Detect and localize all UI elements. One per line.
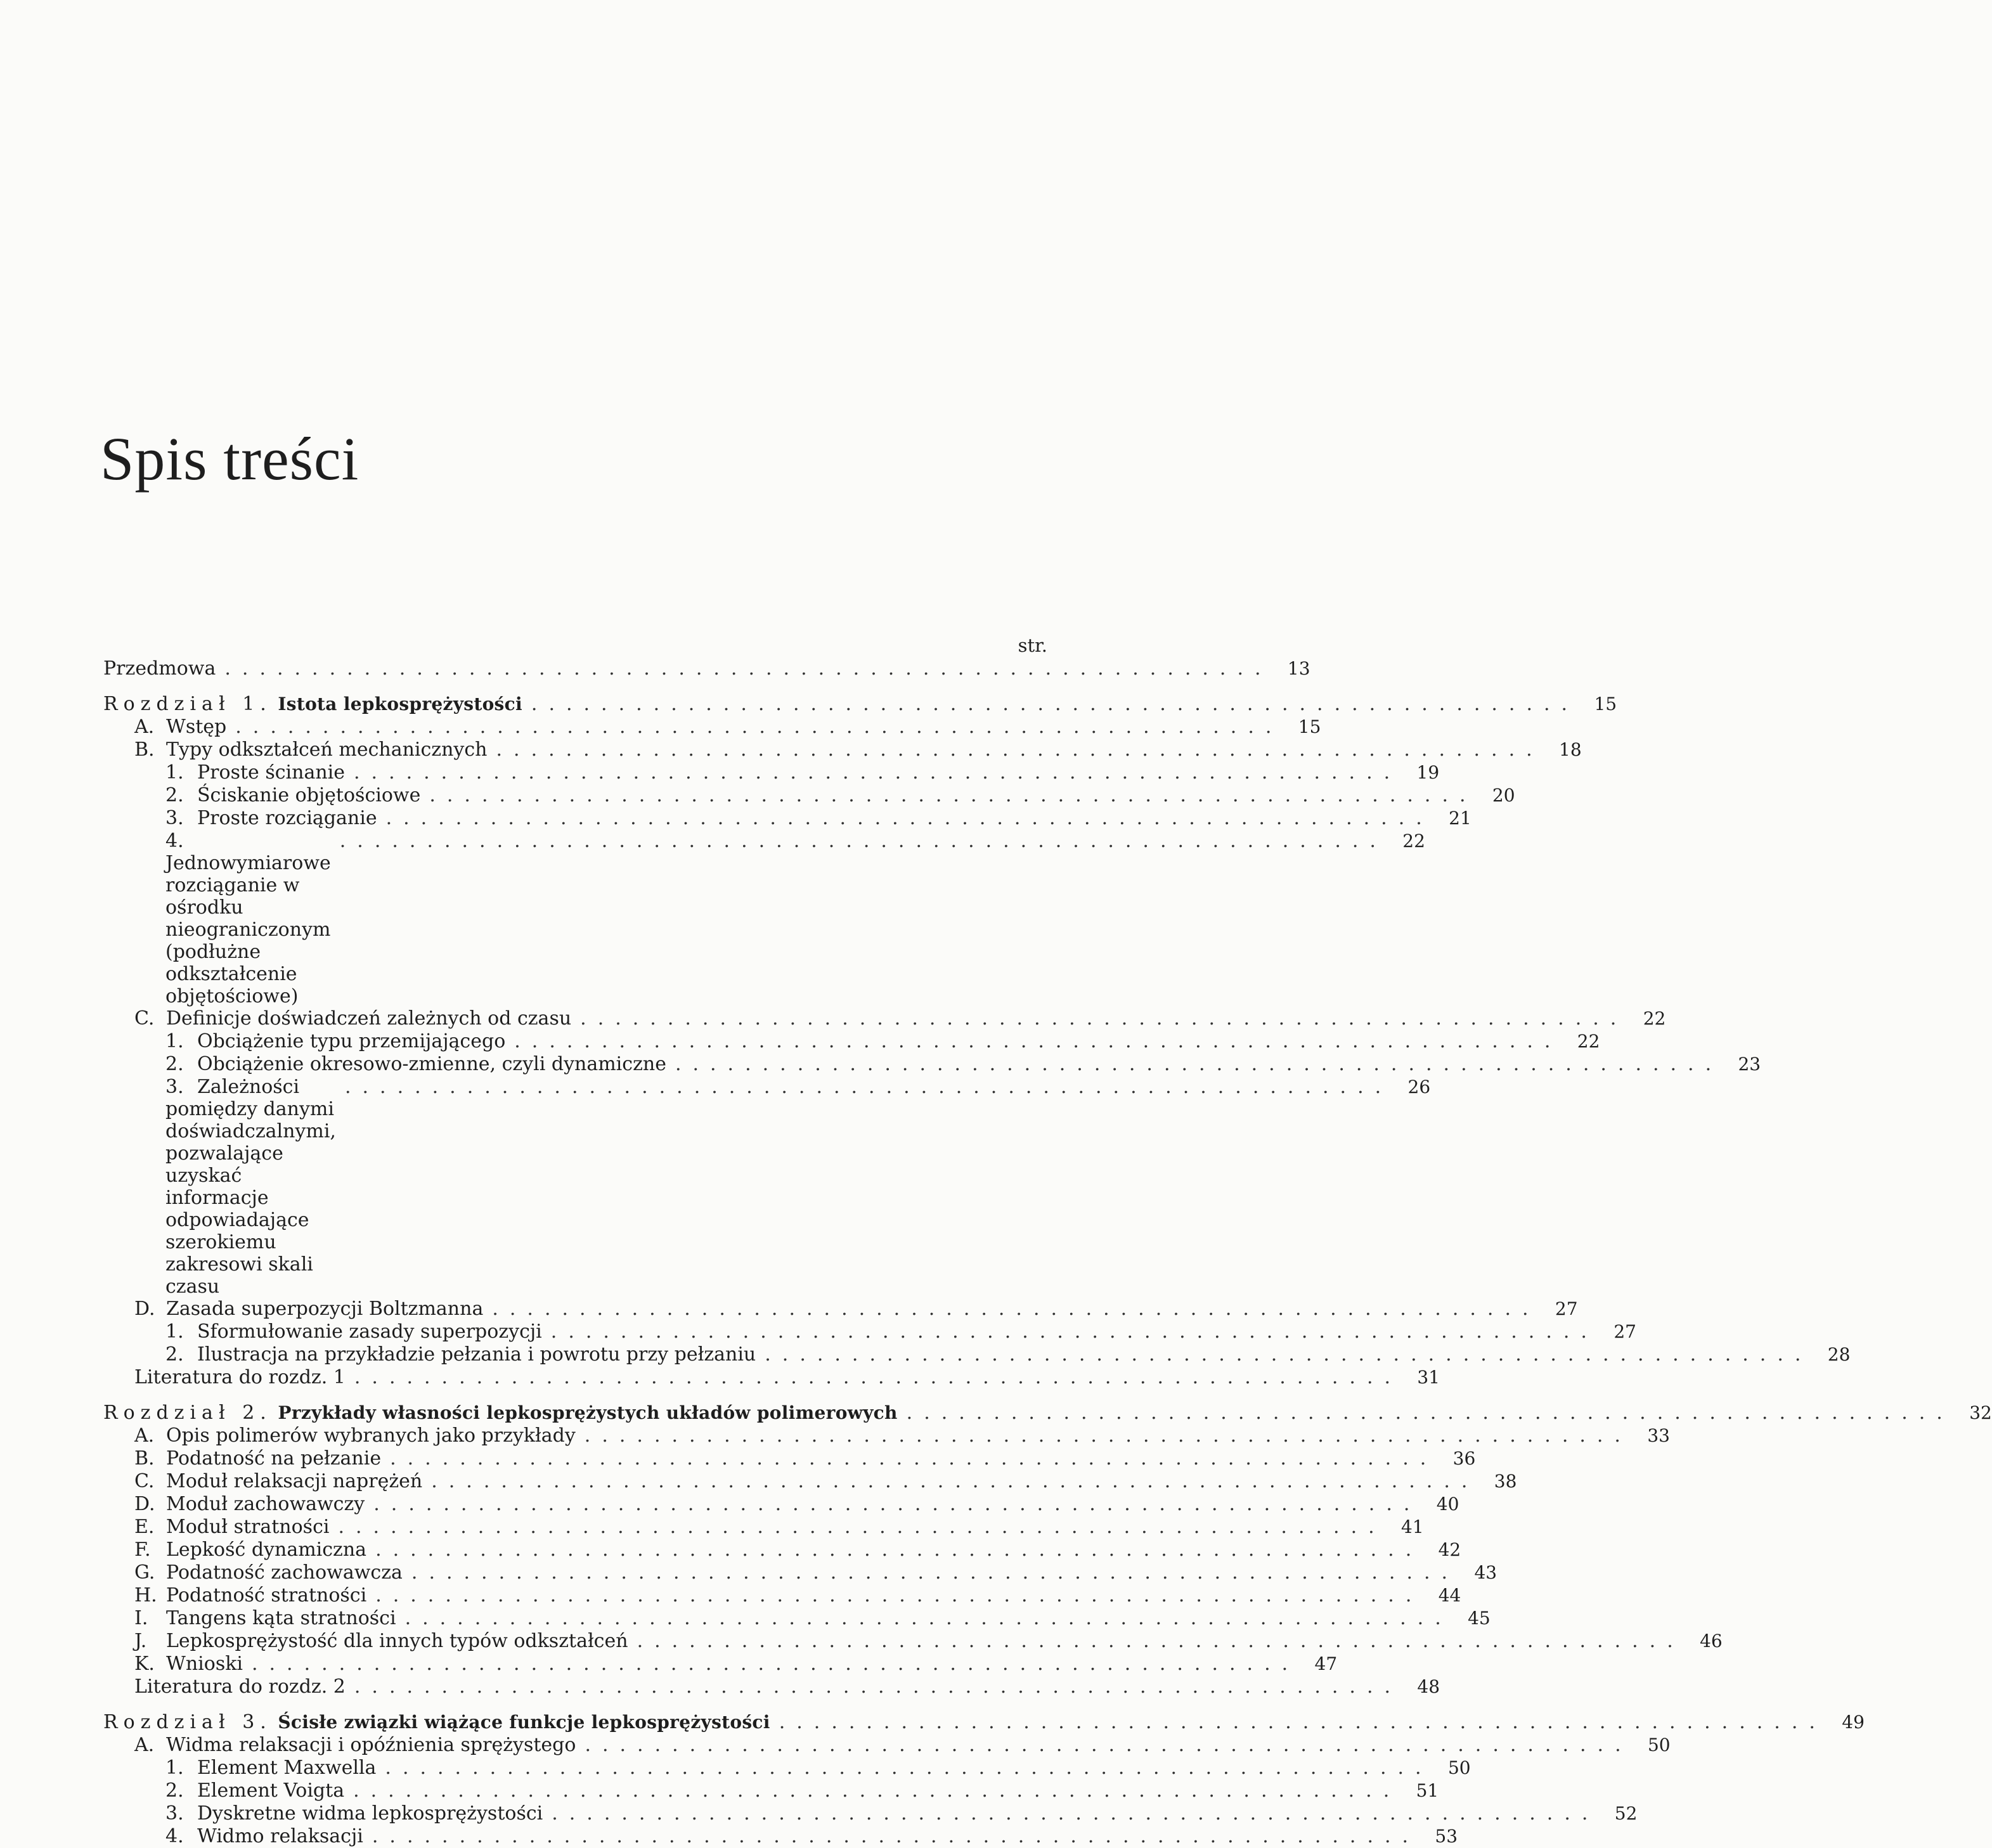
leader-dots: ............................................................ (353, 1780, 1401, 1802)
leader-dots: ............................................................ (580, 1007, 1628, 1030)
toc-page-number: 38 (1494, 1471, 1517, 1492)
toc-entry-label (134, 1470, 422, 1493)
toc-entry-label (134, 1653, 243, 1676)
toc-entry-text: Wnioski (166, 1653, 243, 1675)
toc-entry-number: D. (134, 1493, 155, 1515)
toc-entry-text: Podatność stratności (166, 1584, 367, 1606)
toc-page-number: 26 (1407, 1076, 1431, 1097)
toc-entry-number: 1. (165, 1321, 184, 1343)
toc-entry-label (134, 1539, 366, 1561)
leader-dots: ............................................................ (372, 1825, 1420, 1847)
toc-entry-number: E. (134, 1516, 155, 1538)
toc-entry (103, 1470, 1517, 1493)
toc-entry-number: H. (134, 1584, 157, 1606)
toc-page-number: 31 (1417, 1367, 1440, 1388)
toc-entry (103, 1539, 1461, 1561)
toc-page-number: 52 (1614, 1803, 1638, 1824)
toc-entry-text: Przykłady własności lepkosprężystych układów polimerowych (278, 1402, 898, 1423)
toc-entry (103, 1516, 1424, 1539)
toc-entry-label (165, 784, 420, 807)
toc-entry-number: Rozdział 2. (103, 1402, 272, 1424)
toc-entry-label (103, 1402, 898, 1425)
toc-entry-number: 1. (165, 761, 184, 784)
toc-entry-number: Rozdział 3. (103, 1711, 272, 1733)
toc-entry-text: Widma relaksacji i opóźnienia sprężystego (166, 1734, 576, 1756)
leader-dots: ............................................................ (584, 1425, 1632, 1447)
toc-entry-text: Moduł relaksacji naprężeń (166, 1470, 423, 1492)
toc-page-number: 36 (1452, 1448, 1476, 1469)
toc-entry (103, 1825, 1458, 1848)
toc-entry-text: Moduł stratności (166, 1516, 330, 1538)
toc-entry-text: Podatność zachowawcza (166, 1561, 403, 1584)
toc-entry (103, 830, 1425, 1007)
toc-entry-label (165, 1780, 344, 1802)
page-title: Spis treści (100, 425, 359, 493)
leader-dots: ............................................................ (375, 1584, 1423, 1606)
toc-entry-number: 1. (165, 1030, 184, 1052)
toc-page-number: 49 (1842, 1712, 1865, 1733)
toc-entry-label (165, 1076, 336, 1298)
toc-entry-text: Element Maxwella (197, 1757, 377, 1779)
toc-entry-text: Widmo relaksacji (197, 1825, 363, 1847)
toc-entry-text: Sformułowanie zasady superpozycji (197, 1321, 542, 1343)
leader-dots: ............................................................ (235, 716, 1283, 738)
toc-entry-label (134, 1425, 576, 1447)
toc-page-number: 45 (1468, 1608, 1491, 1629)
toc-entry (103, 1780, 1439, 1802)
toc-entry-text: Proste rozciąganie (197, 807, 377, 829)
toc-entry-text: Istota lepkosprężystości (278, 694, 522, 714)
toc-entry-number: A. (134, 1425, 155, 1447)
toc-entry-number: F. (134, 1539, 151, 1561)
toc-entry-text: Typy odkształceń mechanicznych (166, 739, 488, 761)
toc-entry-label (134, 1447, 381, 1470)
toc-entry-label (103, 657, 216, 680)
toc-page-number: 42 (1438, 1539, 1461, 1560)
toc-page-number: 47 (1314, 1653, 1338, 1674)
leader-dots: ............................................................ (585, 1734, 1633, 1756)
toc-entry-number: B. (134, 739, 155, 761)
leader-dots: ............................................................ (375, 1539, 1423, 1561)
toc-page-number: 44 (1438, 1585, 1461, 1606)
toc-entry-number: Rozdział 1. (103, 693, 272, 715)
leader-dots: ............................................................ (906, 1402, 1954, 1424)
table-of-contents (103, 657, 1992, 1848)
leader-dots: ............................................................ (765, 1343, 1813, 1366)
toc-entry-number: 4. (165, 1825, 184, 1847)
toc-page-number: 50 (1647, 1735, 1671, 1755)
leader-dots: ............................................................ (373, 1493, 1421, 1515)
toc-entry-text: Lepkość dynamiczna (166, 1539, 367, 1561)
leader-dots: ............................................................ (411, 1561, 1459, 1584)
toc-entry-text: Literatura do rozdz. 2 (134, 1676, 346, 1698)
toc-entry-number: A. (134, 716, 155, 738)
toc-entry-label (165, 1757, 376, 1780)
leader-dots: ............................................................ (224, 657, 1272, 680)
toc-entry-text: Ściskanie objętościowe (197, 784, 421, 806)
toc-entry (103, 1630, 1723, 1653)
toc-entry-text: Wstęp (166, 716, 227, 738)
toc-entry (103, 1076, 1431, 1298)
toc-entry-text: Podatność na pełzanie (166, 1447, 382, 1470)
leader-dots: ............................................................ (552, 1802, 1600, 1825)
toc-entry-number: 3. (165, 1802, 184, 1825)
leader-dots: ............................................................ (531, 693, 1579, 715)
toc-entry-label (134, 1584, 366, 1607)
leader-dots: ............................................................ (344, 1076, 1393, 1098)
toc-entry-label (165, 1825, 363, 1848)
toc-entry-label (165, 761, 345, 784)
toc-page-number: 41 (1401, 1516, 1424, 1537)
toc-entry-label (134, 739, 488, 761)
leader-dots: ............................................................ (431, 1470, 1479, 1492)
toc-entry-label (165, 807, 377, 830)
leader-dots: ............................................................ (385, 807, 1433, 829)
toc-entry-label (134, 1734, 576, 1757)
toc-entry-number: I. (134, 1607, 148, 1629)
toc-entry-label (134, 1607, 396, 1630)
toc-entry (103, 1030, 1600, 1053)
toc-entry (103, 1007, 1666, 1030)
leader-dots: ............................................................ (354, 761, 1402, 784)
toc-page-number: 40 (1436, 1494, 1459, 1515)
toc-entry (103, 1321, 1636, 1343)
leader-dots: ............................................................ (354, 1676, 1402, 1698)
toc-page-number: 27 (1614, 1321, 1636, 1342)
toc-entry-number: 4. (165, 830, 184, 852)
toc-chapter-entry (103, 693, 1617, 716)
toc-entry-label (134, 1676, 346, 1698)
toc-entry-label (134, 1561, 403, 1584)
leader-dots: ............................................................ (514, 1030, 1562, 1052)
toc-page-number: 15 (1298, 716, 1321, 737)
toc-entry-text: Dyskretne widma lepkosprężystości (197, 1802, 543, 1825)
toc-chapter-entry (103, 1711, 1865, 1734)
toc-entry-number: B. (134, 1447, 155, 1470)
toc-entry-number: 2. (165, 1343, 184, 1366)
toc-entry (103, 1298, 1578, 1321)
leader-dots: ............................................................ (251, 1653, 1300, 1675)
toc-entry-label (165, 830, 331, 1007)
toc-entry-number: 3. (165, 1076, 184, 1098)
toc-page-number: 46 (1700, 1631, 1723, 1651)
toc-page-number: 22 (1402, 830, 1425, 851)
toc-page-number: 15 (1594, 694, 1617, 714)
toc-page-number: 28 (1827, 1344, 1851, 1365)
toc-entry-number: A. (134, 1734, 155, 1756)
toc-entry (103, 1584, 1461, 1607)
toc-entry-number: 2. (165, 1053, 184, 1075)
toc-entry (103, 1561, 1497, 1584)
toc-entry-text: Obciążenie okresowo-zmienne, czyli dynamiczne (197, 1053, 666, 1075)
toc-entry (103, 739, 1582, 761)
leader-dots: ............................................................ (550, 1321, 1598, 1343)
toc-entry-text: Literatura do rozdz. 1 (134, 1366, 346, 1388)
leader-dots: ............................................................ (390, 1447, 1438, 1470)
toc-page-number: 20 (1492, 785, 1515, 806)
leader-dots: ............................................................ (429, 784, 1477, 806)
toc-entry-label (134, 716, 226, 739)
toc-entry-number: C. (134, 1470, 155, 1492)
toc-entry (103, 716, 1321, 739)
toc-entry-number: 3. (165, 807, 184, 829)
toc-entry-number: 2. (165, 784, 184, 806)
toc-page-number: 48 (1417, 1676, 1440, 1697)
toc-entry-text: Moduł zachowawczy (166, 1493, 365, 1515)
toc-entry (103, 1653, 1338, 1676)
toc-page-number: 51 (1416, 1780, 1439, 1801)
toc-entry-label (134, 1366, 346, 1389)
leader-dots: ............................................................ (404, 1607, 1452, 1629)
toc-entry (103, 784, 1515, 807)
toc-entry-text: Proste ścinanie (197, 761, 345, 784)
toc-entry-label (134, 1298, 483, 1321)
toc-entry-text: Definicje doświadczeń zależnych od czasu (166, 1007, 572, 1030)
leader-dots: ............................................................ (385, 1757, 1433, 1779)
toc-entry-number: K. (134, 1653, 155, 1675)
toc-entry-label (165, 1321, 542, 1343)
toc-entry (103, 1757, 1471, 1780)
toc-entry (103, 1366, 1440, 1389)
toc-page-number: 21 (1449, 808, 1471, 829)
toc-entry-text: Obciążenie typu przemijającego (197, 1030, 506, 1052)
toc-page-number: 23 (1738, 1054, 1761, 1075)
toc-page-number: 19 (1416, 762, 1440, 783)
toc-page-number: 43 (1474, 1562, 1497, 1583)
toc-entry (103, 657, 1310, 680)
leader-dots: ............................................................ (637, 1630, 1685, 1652)
toc-entry (103, 1343, 1851, 1366)
toc-entry (103, 1676, 1440, 1698)
toc-entry-label (103, 1711, 770, 1734)
toc-entry-text: Opis polimerów wybranych jako przykłady (166, 1425, 576, 1447)
toc-entry-text: Element Voigta (197, 1780, 345, 1802)
toc-entry (103, 807, 1471, 830)
toc-entry-text: Zasada superpozycji Boltzmanna (166, 1298, 484, 1320)
toc-entry (103, 1053, 1761, 1076)
toc-page-number: 13 (1287, 658, 1310, 679)
toc-entry-text: Tangens kąta stratności (166, 1607, 396, 1629)
toc-page-number: 22 (1577, 1031, 1600, 1052)
toc-entry-number: 1. (165, 1757, 184, 1779)
toc-entry-number: G. (134, 1561, 155, 1584)
leader-dots: ............................................................ (338, 1516, 1386, 1538)
toc-page-number: 27 (1555, 1298, 1578, 1319)
toc-entry (103, 1734, 1671, 1757)
toc-entry-label (103, 693, 522, 716)
leader-dots: ............................................................ (779, 1711, 1827, 1733)
toc-entry-label (165, 1053, 666, 1076)
leader-dots: ............................................................ (675, 1053, 1723, 1075)
toc-entry-label (134, 1516, 329, 1539)
toc-entry-number: 2. (165, 1780, 184, 1802)
leader-dots: ............................................................ (339, 830, 1387, 852)
toc-entry-text: Zależności pomiędzy danymi doświadczalnymi, pozwalające uzyskać informacje odpowiadające szerokiemu zakresowi skali czasu (165, 1076, 336, 1298)
toc-entry (103, 1493, 1459, 1516)
toc-entry-text: Przedmowa (103, 657, 216, 680)
leader-dots: ............................................................ (496, 739, 1544, 761)
toc-entry-label (134, 1007, 571, 1030)
toc-entry-text: Jednowymiarowe rozciąganie w ośrodku nieograniczonym (podłużne odkształcenie objętościowe) (165, 852, 331, 1007)
toc-entry-label (134, 1493, 365, 1516)
toc-page-number: 18 (1559, 739, 1582, 760)
toc-chapter-entry (103, 1402, 1992, 1425)
toc-entry-text: Lepkosprężystość dla innych typów odkształceń (166, 1630, 628, 1652)
toc-entry-label (165, 1802, 543, 1825)
page-column-label: str. (1018, 635, 1047, 656)
toc-entry (103, 1447, 1476, 1470)
toc-entry-number: D. (134, 1298, 155, 1320)
toc-page-number: 32 (1969, 1402, 1992, 1423)
toc-page-number: 50 (1447, 1757, 1471, 1778)
toc-entry-label (165, 1030, 505, 1053)
toc-entry-text: Ilustracja na przykładzie pełzania i powrotu przy pełzaniu (197, 1343, 756, 1366)
toc-page-number: 53 (1435, 1826, 1458, 1847)
toc-entry-text: Ścisłe związki wiążące funkcje lepkosprężystości (278, 1712, 770, 1733)
toc-entry-number: C. (134, 1007, 155, 1030)
toc-entry-label (165, 1343, 756, 1366)
toc-entry (103, 1425, 1670, 1447)
toc-entry (103, 761, 1440, 784)
leader-dots: ............................................................ (492, 1298, 1540, 1320)
toc-entry (103, 1802, 1638, 1825)
toc-entry (103, 1607, 1491, 1630)
toc-entry-label (134, 1630, 628, 1653)
toc-entry-number: J. (134, 1630, 147, 1652)
toc-page-number: 22 (1643, 1008, 1666, 1029)
leader-dots: ............................................................ (354, 1366, 1402, 1388)
toc-page-number: 33 (1647, 1425, 1670, 1446)
